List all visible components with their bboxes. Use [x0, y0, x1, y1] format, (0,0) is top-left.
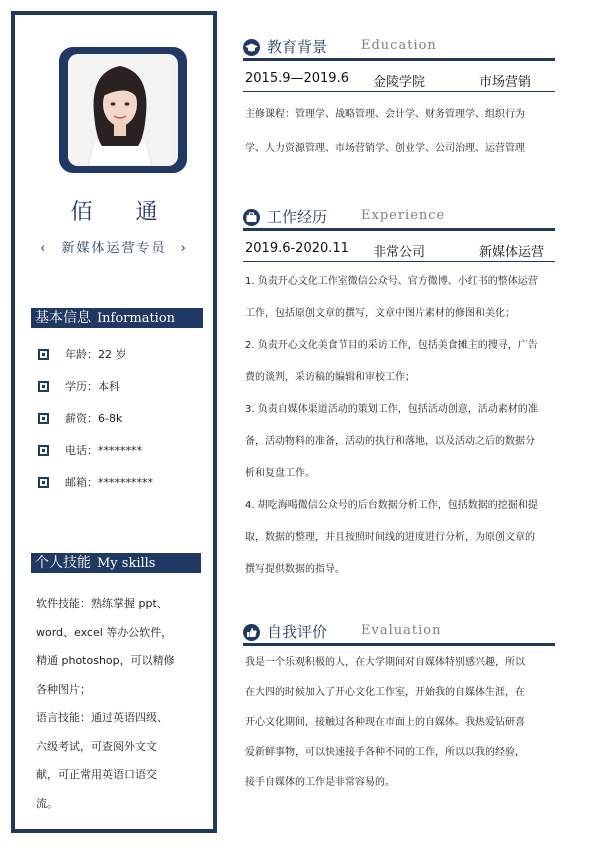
info-item-email [38, 466, 153, 498]
chevron-left-icon: ‹ [40, 241, 48, 256]
experience-line: 2. 负责开心文化美食节目的采访工作，包括美食摊主的搜寻，广告 [245, 340, 538, 351]
avatar-frame [59, 47, 187, 173]
skills-line: 流。 [36, 796, 58, 810]
heading-rule [243, 228, 555, 231]
experience-period: 2019.6-2020.11 [245, 241, 349, 256]
experience-line: 1. 负责开心文化工作室微信公众号、官方微博、小红书的整体运营 [245, 276, 538, 287]
skills-line: 语言技能：通过英语四级、 [36, 711, 168, 724]
education-major: 市场营销 [479, 75, 532, 90]
experience-line: 工作，包括原创文章的撰写，文章中图片素材的修图和美化； [245, 308, 515, 319]
skills-text [36, 590, 194, 818]
experience-heading [243, 206, 555, 230]
skills-line: 六级考试，可查阅外文文 [36, 739, 157, 753]
basic-info-heading-cn: 基本信息 [35, 310, 91, 326]
skills-line: 各种图片； [36, 682, 91, 696]
skills-heading-cn: 个人技能 [35, 555, 91, 571]
experience-line: 费的谈判，采访稿的编辑和审校工作； [245, 372, 415, 383]
square-bullet-icon [38, 445, 49, 456]
heading-rule [243, 643, 555, 646]
divider [243, 261, 555, 262]
education-line: 学、人力资源管理、市场营销学、创业学、公司治理、运营管理 [245, 143, 525, 154]
experience-line: 撰写提供数据的指导。 [245, 564, 345, 575]
experience-details [245, 266, 557, 586]
experience-heading-en: Experience [361, 208, 446, 223]
experience-role: 新媒体运营 [479, 245, 545, 260]
education-courses [245, 98, 557, 166]
experience-line: 3. 负责自媒体渠道活动的策划工作，包括活动创意，活动素材的准 [245, 404, 538, 415]
candidate-name: 佰 通 [70, 200, 176, 225]
education-heading [243, 36, 555, 60]
info-text: 年龄：22 岁 [65, 348, 127, 361]
square-bullet-icon [38, 413, 49, 424]
basic-info-heading [31, 308, 203, 328]
info-item-education [38, 370, 153, 402]
evaluation-line: 我是一个乐观积极的人，在大学期间对自媒体特别感兴趣，所以 [245, 657, 525, 668]
education-period: 2015.9—2019.6 [245, 71, 349, 86]
experience-line: 4. 胡吃海喝微信公众号的后台数据分析工作，包括数据的挖掘和提 [245, 500, 538, 511]
evaluation-text [245, 648, 557, 798]
graduation-cap-icon [243, 39, 260, 56]
square-bullet-icon [38, 349, 49, 360]
evaluation-heading [243, 621, 555, 645]
experience-company: 非常公司 [373, 245, 426, 260]
education-line: 主修课程：管理学、战略管理、会计学、财务管理学、组织行为 [245, 109, 525, 120]
info-item-phone [38, 434, 153, 466]
info-text: 电话：******** [65, 444, 142, 457]
evaluation-heading-cn: 自我评价 [267, 623, 328, 641]
education-heading-cn: 教育背景 [267, 38, 328, 56]
square-bullet-icon [38, 381, 49, 392]
divider [243, 91, 555, 92]
skills-line: 软件技能：熟练掌握 ppt、 [36, 597, 168, 610]
job-title-row [15, 237, 213, 256]
basic-info-list [38, 338, 153, 498]
info-text: 邮箱：********** [65, 476, 153, 489]
evaluation-line: 开心文化期间，接触过各种现在市面上的自媒体。我热爱钻研喜 [245, 717, 525, 728]
experience-line: 析和复盘工作。 [245, 468, 315, 479]
job-title: 新媒体运营专员 [61, 241, 167, 256]
skills-line: 献，可正常用英语口语交 [36, 768, 157, 781]
education-school: 金陵学院 [373, 75, 426, 90]
info-item-salary [38, 402, 153, 434]
heading-rule [243, 58, 555, 61]
skills-line: 精通 photoshop，可以精修 [36, 654, 175, 667]
info-text: 薪资：6-8k [65, 412, 123, 425]
info-item-age [38, 338, 153, 370]
evaluation-heading-en: Evaluation [361, 623, 442, 638]
portrait-photo [68, 54, 172, 166]
briefcase-icon [243, 209, 260, 226]
experience-line: 取，数据的整理，并且按照时间线的进度进行分析，为原创文章的 [245, 532, 535, 543]
chevron-right-icon: › [180, 241, 188, 256]
evaluation-line: 在大四的时候加入了开心文化工作室，开始我的自媒体生涯，在 [245, 687, 525, 698]
skills-heading [31, 553, 201, 573]
experience-heading-cn: 工作经历 [267, 208, 328, 226]
evaluation-line: 接手自媒体的工作是非常容易的。 [245, 777, 395, 788]
thumbs-up-icon [243, 624, 260, 641]
square-bullet-icon [38, 477, 49, 488]
evaluation-line: 爱新鲜事物，可以快速接手各种不同的工作，所以以我的经验， [245, 747, 525, 758]
education-heading-en: Education [361, 38, 437, 53]
skills-heading-en: My skills [97, 556, 156, 571]
avatar [68, 54, 178, 166]
basic-info-heading-en: Information [97, 311, 176, 326]
info-text: 学历：本科 [65, 380, 120, 393]
experience-line: 备，活动物料的准备，活动的执行和落地，以及活动之后的数据分 [245, 436, 535, 447]
skills-line: word、excel 等办公软件， [36, 625, 173, 639]
